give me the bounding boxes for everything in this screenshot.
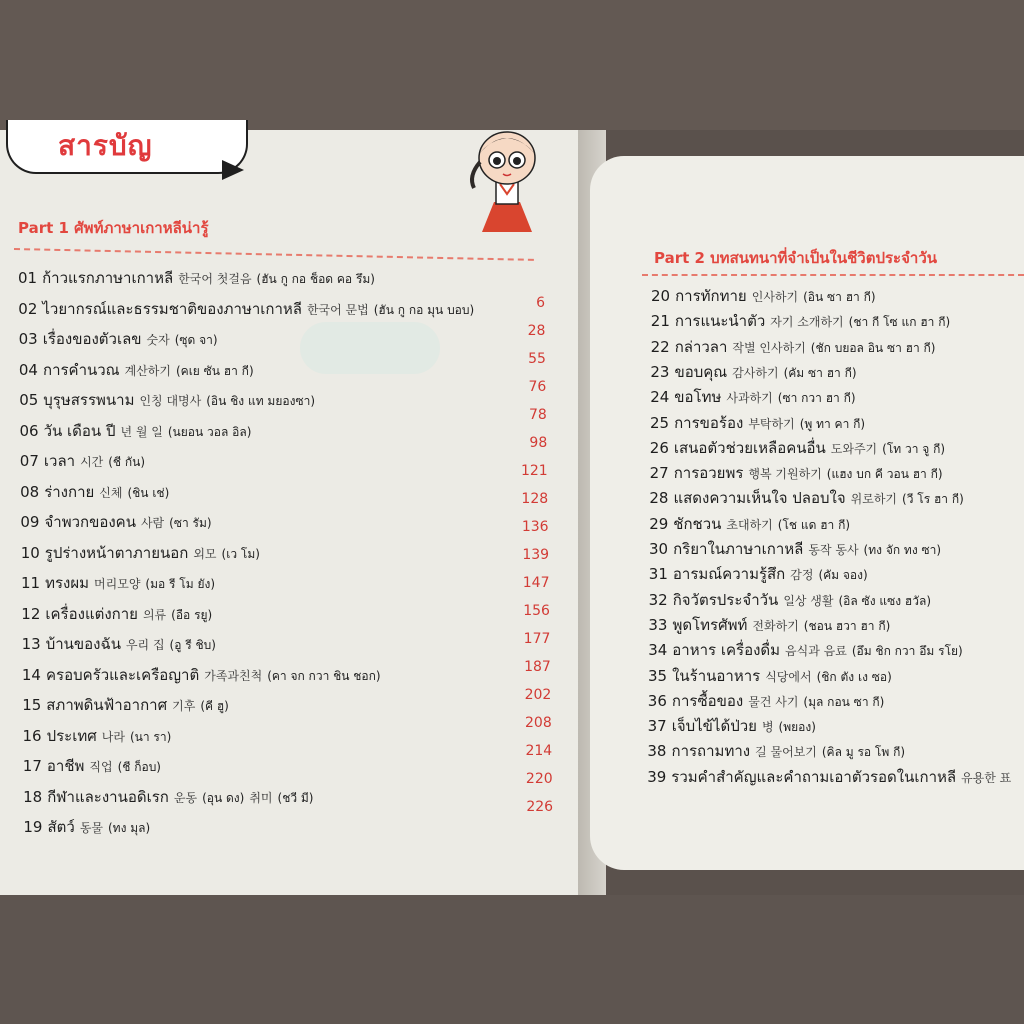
entry-reading: (ชิก ตัง เง ซอ)	[816, 669, 892, 684]
toc-entry	[22, 632, 216, 656]
entry-title-korean: 동작 동사	[808, 543, 859, 557]
toc-entry	[650, 360, 856, 384]
entry-title-thai: เสนอตัวช่วยเหลือคนอื่น	[673, 438, 826, 457]
toc-entry	[650, 411, 865, 435]
entry-reading: (ซา กวา ฮา กี)	[777, 391, 856, 406]
toc-entry	[19, 388, 315, 412]
entry-title-thai: การทักทาย	[675, 287, 747, 305]
entry-number: 31	[648, 565, 668, 584]
entry-title-korean: 의류	[142, 607, 167, 622]
entry-page-number: 147	[522, 575, 550, 591]
entry-page-number: 156	[523, 603, 550, 619]
entry-page-number: 128	[521, 491, 549, 507]
entry-number: 20	[651, 287, 671, 305]
entry-title-korean: 위로하기	[850, 492, 898, 507]
entry-reading: (อิน ซา ฮา กี)	[803, 290, 876, 304]
entry-reading: (ฮัน กู กอ ช็อด คอ รึม)	[256, 272, 375, 286]
entry-title-korean: 부탁하기	[748, 416, 795, 431]
entry-title-korean: 길 물어보기	[755, 745, 817, 760]
part2-divider	[642, 274, 1024, 276]
entry-title-thai: การถามทาง	[671, 742, 751, 761]
toc-entry	[651, 284, 876, 308]
entry-number: 24	[650, 388, 670, 407]
entry-reading: (คี ฮู)	[200, 699, 229, 713]
entry-title-thai: บุรุษสรรพนาม	[43, 391, 135, 409]
entry-page-number: 98	[529, 435, 548, 451]
entry-title-korean: 동물	[79, 821, 103, 835]
entry-reading: (มอ รี โม ยัง)	[145, 577, 216, 591]
entry-title-thai: การอวยพร	[673, 464, 744, 483]
entry-title-thai: ในร้านอาหาร	[672, 666, 761, 685]
entry-number: 07	[19, 452, 39, 470]
entry-title-thai: อาชีพ	[46, 757, 85, 775]
entry-page-number: 202	[524, 687, 552, 703]
entry-number: 25	[650, 413, 670, 432]
entry-number: 18	[23, 787, 43, 806]
entry-title-thai: กีฬาและงานอดิเรก	[47, 787, 169, 806]
toc-entry	[18, 297, 474, 321]
entry-title-thai: การขอร้อง	[674, 413, 744, 432]
entry-title-thai: แสดงความเห็นใจ ปลอบใจ	[673, 489, 846, 508]
entry-title-thai: กล่าวลา	[674, 337, 728, 356]
entry-reading: (อุน ดง)	[202, 790, 245, 805]
entry-number: 10	[20, 543, 40, 562]
entry-title-korean: 우리 집	[125, 638, 165, 652]
toc-entry	[651, 309, 950, 333]
toc-entry	[21, 541, 260, 565]
entry-reading: (ชิน เช่)	[127, 485, 170, 500]
toc-entry	[650, 436, 945, 460]
entry-title-korean: 외모	[193, 546, 217, 561]
entry-reading: (พยอง)	[778, 720, 816, 735]
toc-entry	[650, 461, 943, 485]
entry-number: 04	[18, 360, 38, 379]
entry-reading: (คา จก กวา ชิน ชอก)	[267, 668, 381, 683]
entry-reading: (พู ทา คา กี)	[799, 416, 866, 431]
toc-entry	[23, 785, 313, 809]
part1-heading: Part 1 ศัพท์ภาษาเกาหลีน่ารู้	[18, 219, 209, 237]
entry-number: 33	[648, 615, 668, 634]
toc-entry	[20, 480, 169, 504]
entry-title-korean: 년 월 일	[120, 424, 163, 439]
entry-title-korean: 신체	[99, 485, 123, 500]
toc-entry	[20, 419, 252, 443]
toc-entry	[647, 739, 905, 763]
entry-title-korean: 일상 생활	[783, 593, 834, 608]
toc-entry	[650, 385, 855, 409]
entry-title-thai: เรื่องของตัวเลข	[42, 330, 142, 348]
entry-reading: (อิล ซัง แซง ฮวัล)	[838, 593, 932, 608]
entry-title-korean: 나라	[101, 729, 125, 744]
entry-page-number: 28	[527, 323, 546, 339]
entry-number: 02	[18, 299, 38, 318]
toc-entry	[22, 693, 229, 717]
entry-number: 17	[22, 757, 42, 775]
entry-number: 39	[647, 767, 667, 786]
entry-reading-2: (ชวี มี)	[277, 790, 314, 805]
background-top	[0, 0, 1024, 130]
entry-title-korean: 기후	[172, 699, 196, 713]
entry-page-number: 76	[528, 379, 547, 395]
entry-title-korean: 사과하기	[726, 391, 773, 406]
entry-title-korean: 한국어 문법	[306, 302, 369, 317]
entry-title-korean: 숫자	[146, 333, 170, 347]
entry-title-thai: ก้าวแรกภาษาเกาหลี	[42, 269, 174, 287]
entry-page-number: 187	[524, 659, 551, 675]
entry-title-korean: 직업	[89, 760, 113, 774]
entry-title-korean: 사람	[140, 516, 165, 530]
entry-number: 03	[18, 330, 38, 348]
watermark-stamp	[300, 322, 440, 374]
entry-title-thai: สัตว์	[47, 818, 75, 836]
entry-reading: (คัม จอง)	[818, 568, 868, 583]
entry-title-thai: อาหาร เครื่องดื่ม	[672, 641, 781, 660]
toc-entry	[648, 714, 816, 738]
entry-number: 12	[21, 604, 41, 623]
entry-title-korean: 작별 인사하기	[732, 340, 806, 355]
entry-number: 05	[19, 391, 39, 409]
entry-reading: (ชอน ฮวา ฮา กี)	[803, 618, 891, 633]
title-bubble-tail	[222, 160, 244, 180]
entry-page-number: 136	[521, 519, 549, 535]
entry-title-korean: 계산하기	[124, 363, 171, 378]
entry-page-number: 6	[536, 295, 545, 311]
toc-entry	[21, 602, 212, 626]
entry-title-korean: 운동	[173, 790, 198, 805]
entry-reading: (ชี ก็อบ)	[117, 760, 161, 774]
entry-reading: (คัม ซา ฮา กี)	[783, 365, 857, 380]
entry-reading: (ซุด จา)	[174, 333, 218, 347]
entry-title-thai: ขอโทษ	[674, 388, 722, 407]
entry-title-korean: 행복 기원하기	[748, 467, 822, 482]
entry-title-thai: พูดโทรศัพท์	[672, 615, 748, 634]
entry-reading: (โท วา จู กี)	[882, 441, 946, 456]
toc-entry	[649, 562, 868, 586]
entry-number: 19	[23, 818, 43, 836]
entry-title-korean: 식당에서	[765, 669, 812, 684]
entry-title-thai: กิจวัตรประจำวัน	[672, 590, 779, 609]
toc-entry	[20, 510, 211, 534]
entry-number: 01	[18, 269, 38, 287]
toc-entry	[648, 613, 890, 637]
entry-number: 27	[649, 464, 669, 483]
toc-entry	[23, 724, 172, 748]
toc-entry	[22, 663, 381, 687]
entry-number: 38	[647, 742, 667, 761]
entry-number: 32	[648, 590, 668, 609]
entry-page-number: 214	[525, 743, 553, 759]
entry-title-korean: 감사하기	[732, 365, 779, 380]
entry-number: 22	[650, 337, 670, 356]
toc-entry	[19, 358, 254, 382]
entry-reading: (โช แด ฮา กี)	[777, 517, 851, 532]
entry-title-thai: รวมคำสำคัญและคำถามเอาตัวรอดในเกาหลี	[671, 767, 957, 786]
entry-title-thai: การซื้อของ	[671, 691, 744, 710]
entry-title-korean: 가족과친척	[204, 668, 263, 683]
entry-title-korean: 전화하기	[752, 618, 799, 633]
entry-title-thai: วัน เดือน ปี	[43, 421, 116, 440]
entry-reading: (นา รา)	[129, 729, 172, 744]
entry-title-thai: ชักชวน	[673, 514, 722, 533]
entry-number: 29	[649, 514, 669, 533]
entry-reading: (อึม ชิก กวา อึม รโย)	[851, 644, 963, 659]
entry-number: 35	[648, 666, 668, 685]
entry-title-thai: ขอบคุณ	[674, 362, 728, 381]
entry-reading: (ชี กัน)	[108, 455, 146, 469]
entry-title-korean-2: 취미	[249, 790, 273, 805]
entry-title-thai: อารมณ์ความรู้สึก	[672, 565, 786, 584]
toc-entry	[18, 266, 375, 290]
entry-title-thai: ร่างกาย	[44, 482, 95, 501]
entry-title-thai: รูปร่างหน้าตาภายนอก	[44, 543, 189, 562]
toc-entry	[21, 571, 215, 595]
entry-page-number: 78	[528, 407, 547, 423]
entry-title-thai: บ้านของฉัน	[45, 635, 121, 653]
entry-reading: (ซา รัม)	[169, 516, 212, 530]
entry-number: 26	[649, 438, 669, 457]
mascot-icon	[462, 124, 552, 234]
entry-number: 14	[21, 665, 41, 684]
entry-reading: (อิน ชิง แท มยองซา)	[206, 394, 316, 408]
entry-title-korean: 머리모양	[94, 577, 141, 591]
entry-page-number: 55	[528, 351, 546, 367]
toc-entry	[648, 664, 892, 688]
entry-number: 09	[20, 513, 40, 531]
entry-number: 13	[21, 635, 41, 653]
toc-entry	[23, 754, 161, 778]
entry-number: 06	[19, 421, 39, 440]
entry-number: 28	[649, 489, 669, 508]
entry-reading: (ชา กี โซ แก ฮา กี)	[848, 315, 951, 330]
entry-title-korean: 음식과 음료	[785, 644, 847, 659]
toc-entry	[648, 638, 963, 662]
entry-title-korean: 물건 사기	[748, 694, 799, 709]
entry-title-korean: 초대하기	[726, 517, 773, 532]
entry-page-number: 121	[520, 463, 548, 479]
part2-heading: Part 2 บทสนทนาที่จำเป็นในชีวิตประจำวัน	[654, 249, 937, 267]
entry-number: 11	[21, 574, 41, 592]
entry-number: 36	[647, 691, 667, 710]
entry-reading: (แฮง บก คี วอน ฮา กี)	[826, 467, 943, 482]
entry-reading: (ฮัน กู กอ มุน บอบ)	[373, 302, 475, 317]
entry-title-thai: การแนะนำตัว	[674, 312, 766, 331]
entry-reading: (นยอน วอล อิล)	[167, 424, 252, 439]
entry-number: 16	[22, 726, 42, 745]
entry-title-thai: เวลา	[43, 452, 76, 470]
entry-title-thai: เจ็บไข้ได้ป่วย	[671, 717, 757, 736]
entry-title-thai: ไวยากรณ์และธรรมชาติของภาษาเกาหลี	[42, 299, 302, 318]
entry-reading: (ทง จัก ทง ซา)	[863, 543, 942, 557]
entry-title-korean: 자기 소개하기	[770, 315, 844, 330]
toc-entry	[23, 815, 150, 839]
entry-page-number: 208	[525, 715, 552, 731]
entry-page-number: 177	[523, 631, 551, 647]
entry-reading: (เว โม)	[221, 546, 260, 561]
background-bottom	[0, 895, 1024, 1024]
toc-entry	[647, 765, 1016, 789]
entry-reading: (อู รี ชิบ)	[169, 638, 216, 652]
toc-entry	[20, 449, 145, 473]
entry-title-thai: เครื่องแต่งกาย	[45, 604, 138, 623]
entry-reading: (อือ รยู)	[171, 607, 213, 622]
entry-reading: (คเย ซัน ฮา กี)	[175, 363, 254, 378]
entry-title-korean: 도와주기	[830, 441, 878, 456]
entry-title-thai: สภาพดินฟ้าอากาศ	[46, 696, 168, 714]
toc-entry	[649, 512, 850, 536]
toc-entry	[649, 486, 963, 510]
entry-page-number: 226	[526, 799, 554, 815]
page-title: สารบัญ	[58, 129, 153, 162]
entry-title-korean: 한국어 첫걸음	[178, 272, 252, 286]
entry-number: 21	[650, 312, 670, 331]
entry-number: 08	[20, 482, 40, 501]
entry-page-number: 220	[525, 771, 553, 787]
entry-title-korean: 인칭 대명사	[139, 394, 202, 408]
entry-title-thai: จำพวกของคน	[44, 513, 136, 531]
toc-entry	[649, 588, 931, 612]
toc-entry	[651, 335, 936, 359]
entry-title-korean: 감정	[790, 568, 814, 583]
entry-title-thai: ครอบครัวและเครือญาติ	[45, 665, 200, 684]
entry-reading: (วี โร ฮา กี)	[902, 492, 964, 507]
entry-page-number: 139	[522, 547, 550, 563]
entry-title-thai: การคำนวณ	[42, 360, 120, 379]
entry-number: 34	[648, 641, 668, 660]
entry-number: 23	[650, 362, 670, 381]
entry-title-thai: กริยาในภาษาเกาหลี	[673, 540, 804, 558]
entry-title-korean: 인사하기	[751, 290, 799, 304]
toc-entry	[19, 327, 218, 351]
toc-entry	[649, 537, 941, 561]
entry-reading: (มุล กอน ซา กี)	[803, 694, 885, 709]
entry-title-thai: ทรงผม	[45, 574, 90, 592]
toc-entry	[648, 689, 885, 713]
entry-reading: (ทง มุล)	[108, 821, 151, 835]
entry-title-korean: 유용한 표	[961, 770, 1012, 785]
entry-title-korean: 시간	[80, 455, 104, 469]
entry-reading: (คิล มู รอ โพ กี)	[821, 745, 906, 760]
entry-number: 15	[22, 696, 42, 714]
entry-title-korean: 병	[761, 720, 774, 735]
entry-number: 37	[647, 717, 667, 736]
entry-title-thai: ประเทศ	[46, 726, 97, 745]
entry-reading: (ชัก บยอล อิน ซา ฮา กี)	[810, 340, 936, 355]
entry-number: 30	[649, 540, 669, 558]
